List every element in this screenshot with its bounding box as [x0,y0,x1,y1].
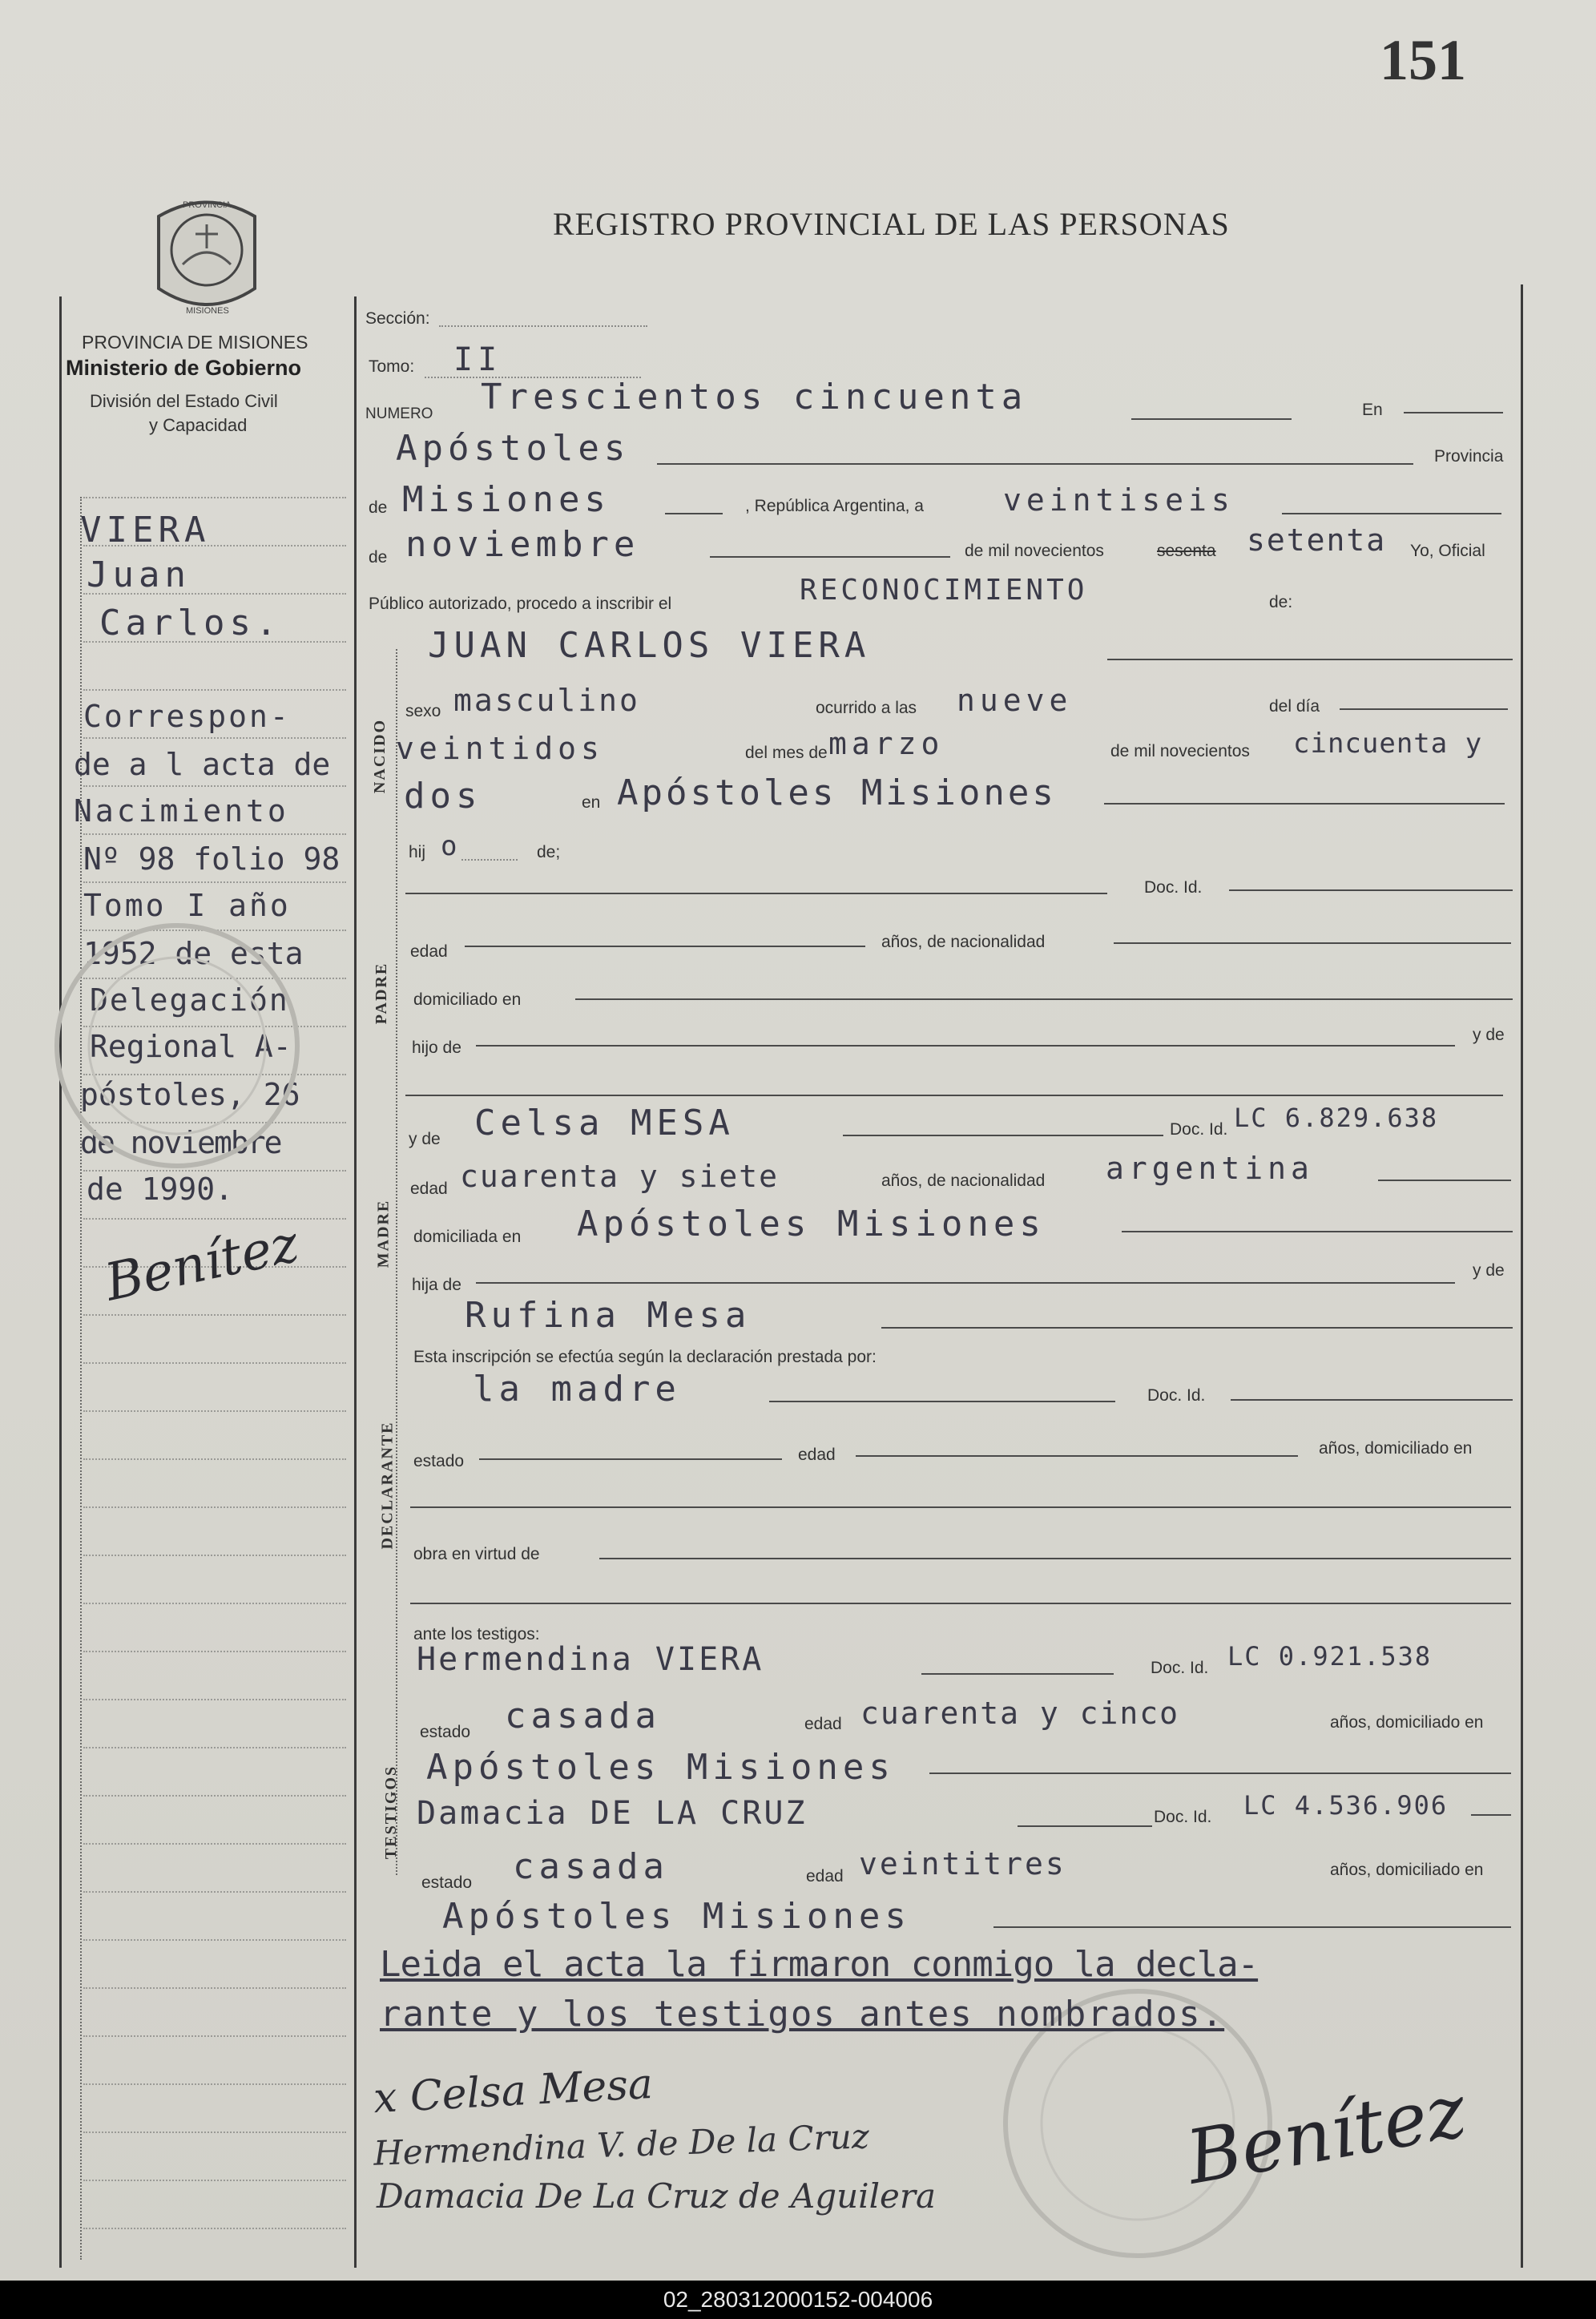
padre-anos-label: años, de nacionalidad [881,933,1046,951]
madre-nac-line [1378,1180,1511,1181]
ocurrido-label: ocurrido a las [816,699,917,717]
declarante-line [769,1401,1115,1402]
hij-line [461,859,518,861]
margin-note-line: Tomo I año [83,888,291,923]
right-border-line [1521,284,1523,2268]
numero-line [1131,418,1292,420]
declarante-estado-line [479,1458,782,1460]
lugar-nac-value: Apóstoles Misiones [617,772,1057,813]
testigo2-estado-label: estado [421,1873,473,1892]
document-title: REGISTRO PROVINCIAL DE LAS PERSONAS [553,206,1230,242]
testigo2-estado-value: casada [513,1846,669,1887]
signature-damacia: Damacia De La Cruz de Aguilera [377,2176,937,2216]
margin-signature: Benítez [99,1214,304,1313]
testigo2-doc-value: LC 4.536.906 [1243,1790,1449,1821]
madre-nombre-line [843,1135,1163,1136]
del-mes-label: del mes de [745,744,828,762]
margin-name-2: Juan [87,555,191,595]
provincia-value: Misiones [402,479,611,520]
nombre-line [1107,659,1513,660]
en-label: En [1362,401,1383,419]
margin-note-line: Nº 98 folio 98 [83,841,341,877]
en-lower-label: en [582,793,601,812]
yo-oficial-label: Yo, Oficial [1410,542,1485,560]
sexo-value: masculino [453,683,640,718]
padre-hijo-label: hijo de [412,1039,461,1057]
madre-y-de-label: y de [409,1130,441,1148]
padre-edad-line [465,946,865,947]
dia-value: veintiseis [1003,482,1235,518]
footer-bar [0,2281,1596,2319]
sesenta-struck-label: sesenta [1157,542,1216,560]
declarante-obra-line [599,1558,1511,1559]
division-label-2: y Capacidad [149,415,248,435]
declarante-doc-line [1231,1399,1513,1401]
official-stamp-icon [45,913,309,1182]
anio-nac-value-2: dos [404,776,482,817]
mil-nov-2-label: de mil novecientos [1110,742,1250,760]
padre-nac-line [1114,942,1511,944]
de-label-2: de [369,548,388,567]
ante-label: ante los testigos: [413,1625,540,1643]
padre-dom-label: domiciliado en [413,990,522,1009]
publico-label: Público autorizado, procedo a inscribir el [369,595,672,613]
madre-hija-line [476,1282,1455,1284]
testigo1-estado-label: estado [420,1723,471,1741]
footer-image-id: 02_280312000152-004006 [663,2287,933,2312]
signature-hermendina: Hermendina V. de De la Cruz [373,2116,870,2173]
del-dia-label: del día [1269,697,1320,716]
testigo2-nombre-value: Damacia DE LA CRUZ [417,1795,808,1832]
margin-note-line: 1952 de esta [83,936,304,971]
anio-nac-value-1: cincuenta y [1293,728,1483,760]
declarante-extra-line [410,1603,1511,1604]
padre-doc-line [1229,889,1513,891]
declarante-dom-line [410,1506,1511,1508]
dia-line [1282,513,1501,514]
seal-text-bottom: MISIONES [186,306,229,316]
margin-note-line: de noviembre [80,1125,281,1160]
left-border-line [59,296,62,2268]
closing-line-2: rante y los testigos antes nombrados. [380,1994,1225,2035]
provincia-misiones-seal-icon [143,192,271,325]
testigo1-nombre-value: Hermendina VIERA [417,1641,764,1678]
section-declarante: DECLARANTE [378,1421,397,1550]
margin-note-line: Regional A- [90,1029,292,1064]
testigo2-edad-value: veintitres [859,1846,1066,1881]
inscripcion-label: Esta inscripción se efectúa según la declaración prestada por: [413,1348,877,1366]
hij-value: o [441,830,462,862]
seccion-line [439,325,647,327]
seccion-label: Sección: [365,309,430,328]
testigo2-anos-label: años, domiciliado en [1330,1861,1484,1879]
hij-de-label: de; [537,843,561,861]
declarante-value: la madre [473,1369,681,1410]
province-label: PROVINCIA DE MISIONES [82,332,308,353]
padre-hijo-line [476,1045,1455,1047]
madre-edad-value: cuarenta y siete [460,1159,780,1194]
padre-extra-line [405,1095,1503,1096]
madre-edad-label: edad [410,1180,448,1198]
ministry-label: Ministerio de Gobierno [66,356,302,380]
testigo1-doc-label: Doc. Id. [1151,1659,1209,1677]
margin-name-3: Carlos. [99,603,282,643]
section-padre: PADRE [373,962,391,1025]
section-testigos: TESTIGOS [382,1764,401,1860]
madre-hija-de-value: Rufina Mesa [465,1295,752,1336]
margin-note-line: póstoles, 26 [80,1077,300,1112]
madre-dom-line [1122,1231,1513,1232]
padre-doc-label: Doc. Id. [1144,878,1203,897]
madre-doc-label: Doc. Id. [1170,1120,1228,1139]
tomo-value: II [453,341,502,378]
numero-value: Trescientos cincuenta [481,377,1028,417]
sexo-label: sexo [405,702,441,720]
closing-line-1: Leida el acta la firmaron conmigo la decla- [380,1944,1259,1985]
madre-hija-label: hija de [412,1276,461,1294]
signature-celsa: x Celsa Mesa [372,2059,655,2123]
testigo1-anos-label: años, domiciliado en [1330,1713,1484,1732]
mil-novecientos-label: de mil novecientos [965,542,1104,560]
section-dotted-line [396,649,397,1875]
margin-note-line: de 1990. [87,1172,234,1207]
madre-dom-value: Apóstoles Misiones [577,1204,1046,1244]
de-colon-label: de: [1269,593,1293,611]
madre-nombre-value: Celsa MESA [474,1103,735,1143]
madre-doc-value: LC 6.829.638 [1234,1103,1439,1133]
testigo2-nombre-line [1018,1825,1152,1827]
madre-hija-de-line [881,1327,1513,1329]
testigo1-doc-value: LC 0.921.538 [1227,1641,1433,1672]
mes-line [710,556,950,558]
section-nacido: NACIDO [371,718,389,794]
testigo2-dom-value: Apóstoles Misiones [442,1896,911,1937]
declarante-edad-line [856,1455,1298,1457]
madre-anos-label: años, de nacionalidad [881,1172,1046,1190]
lugar-line [657,463,1413,465]
numero-label: NUMERO [365,405,433,422]
padre-dom-line [575,998,1513,1000]
declarante-anos-label: años, domiciliado en [1319,1439,1473,1458]
provincia-label: Provincia [1434,447,1504,466]
del-dia-line [1340,708,1508,710]
testigo2-doc-label: Doc. Id. [1154,1808,1212,1826]
anio-value: setenta [1247,522,1387,558]
division-label-1: División del Estado Civil [90,391,278,411]
lugar-value: Apóstoles [396,428,631,469]
nombre-value: JUAN CARLOS VIERA [428,625,871,666]
seal-text-top: PROVINCIA [183,200,232,210]
margin-name-1: VIERA [80,510,211,551]
madre-dom-label: domiciliada en [413,1228,522,1246]
padre-nombre-line [405,893,1107,894]
madre-nac-value: argentina [1106,1151,1314,1186]
section-madre: MADRE [374,1199,393,1268]
tipo-value: RECONOCIMIENTO [800,574,1088,607]
margin-note-line: Correspon- [83,699,291,734]
margin-note-line: Nacimiento [74,793,289,829]
testigo1-estado-value: casada [505,1696,661,1736]
hij-label: hij [409,843,426,861]
declarante-estado-label: estado [413,1452,465,1470]
signature-official: Benítez [1180,2067,1473,2201]
testigo1-dom-line [929,1773,1511,1774]
declarante-doc-label: Doc. Id. [1147,1386,1206,1405]
margin-note-line: de a l acta de [74,747,331,782]
testigo1-edad-value: cuarenta y cinco [860,1696,1180,1731]
testigo2-doc-end-line [1471,1814,1511,1816]
testigo1-nombre-line [921,1673,1114,1675]
republica-label: , República Argentina, a [745,497,924,515]
en-line [1404,412,1503,413]
mes-value: noviembre [405,524,640,565]
provincia-line [665,513,723,514]
declarante-edad-label: edad [798,1446,836,1464]
testigo2-dom-line [993,1926,1511,1928]
testigo1-edad-label: edad [804,1715,842,1733]
hora-value: nueve [957,683,1073,718]
lugar-nac-line [1104,803,1505,805]
page-number: 151 [1380,28,1466,92]
column-divider-line [354,296,357,2268]
margin-note-line: Delegación [90,982,289,1018]
padre-y-de-label: y de [1473,1026,1505,1044]
testigo1-dom-value: Apóstoles Misiones [426,1747,895,1788]
dia-nac-value: veintidos [396,731,604,766]
madre-y-de-2-label: y de [1473,1261,1505,1280]
declarante-obra-label: obra en virtud de [413,1545,540,1563]
testigo2-edad-label: edad [806,1867,844,1885]
padre-edad-label: edad [410,942,448,961]
tomo-label: Tomo: [369,357,415,376]
mes-nac-value: marzo [828,726,945,761]
de-label: de [369,498,388,517]
